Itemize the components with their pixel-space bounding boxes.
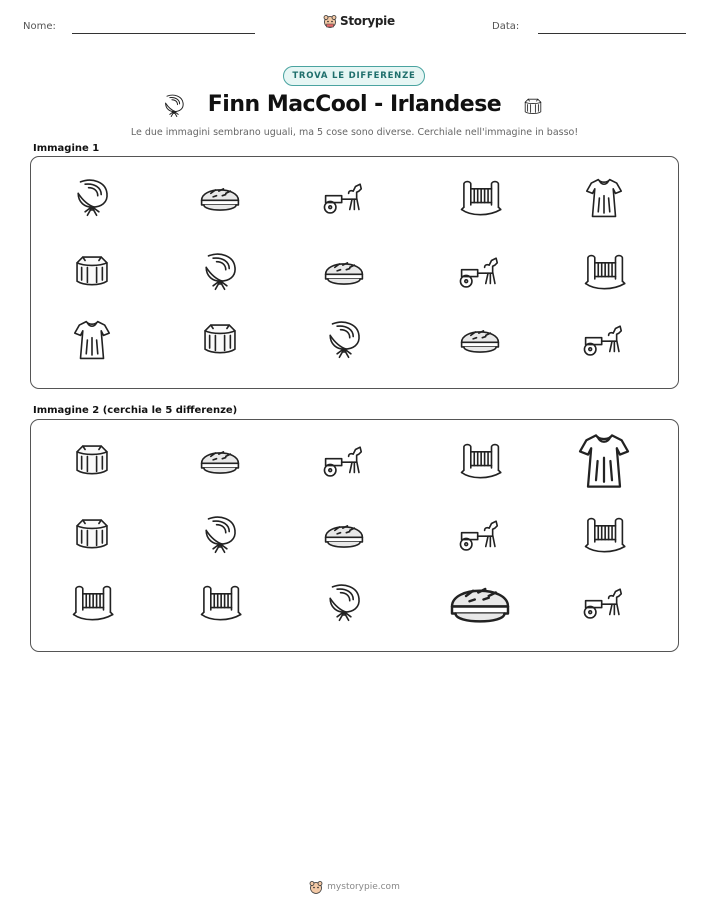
horse-cart-icon <box>581 317 627 363</box>
bread-icon <box>321 512 367 558</box>
horse-cart-icon <box>581 580 627 626</box>
picture-item[interactable] <box>321 317 367 363</box>
bread-icon <box>321 249 367 295</box>
crib-icon <box>197 580 243 626</box>
picture-item[interactable] <box>457 317 503 363</box>
picture-item[interactable] <box>581 175 627 221</box>
dress-icon <box>581 175 627 221</box>
bonnet-icon <box>321 317 367 363</box>
image2-label: Immagine 2 (cerchia le 5 differenze) <box>33 405 238 416</box>
crib-icon <box>457 175 503 221</box>
picture-item[interactable] <box>321 512 367 558</box>
crib-icon <box>69 580 115 626</box>
picture-item[interactable] <box>457 175 503 221</box>
cake-icon <box>69 512 115 558</box>
date-field-line[interactable] <box>538 33 686 34</box>
dress-icon <box>572 429 636 493</box>
crib-icon <box>581 249 627 295</box>
brand-name: Storypie <box>340 14 395 28</box>
picture-item[interactable] <box>197 249 243 295</box>
picture-item[interactable] <box>457 438 503 484</box>
picture-item[interactable] <box>457 249 503 295</box>
name-label: Nome: <box>23 21 56 32</box>
bonnet-icon <box>69 175 115 221</box>
cake-icon <box>69 249 115 295</box>
storypie-mascot-icon <box>309 880 323 894</box>
bread-icon <box>197 438 243 484</box>
bonnet-icon <box>197 512 243 558</box>
cake-icon <box>69 438 115 484</box>
picture-item[interactable] <box>197 512 243 558</box>
bread-icon <box>457 317 503 363</box>
picture-item[interactable] <box>445 568 515 638</box>
crib-icon <box>581 512 627 558</box>
picture-item[interactable] <box>197 175 243 221</box>
brand-logo <box>323 14 395 28</box>
image1-panel <box>30 156 679 389</box>
picture-item[interactable] <box>69 317 115 363</box>
picture-item[interactable] <box>69 249 115 295</box>
picture-item[interactable] <box>197 438 243 484</box>
cake-icon <box>197 317 243 363</box>
name-field-line[interactable] <box>72 33 255 34</box>
picture-item[interactable] <box>581 249 627 295</box>
horse-cart-icon <box>321 175 367 221</box>
picture-item[interactable] <box>197 317 243 363</box>
dress-icon <box>69 317 115 363</box>
cake-icon <box>521 95 545 123</box>
page-title: Finn MacCool - Irlandese <box>207 92 502 117</box>
storypie-mascot-icon <box>323 14 337 28</box>
picture-item[interactable] <box>69 512 115 558</box>
instructions: Le due immagini sembrano uguali, ma 5 cose sono diverse. Cerchiale nell'immagine in basso! <box>130 127 579 138</box>
picture-item[interactable] <box>321 249 367 295</box>
bonnet-icon <box>321 580 367 626</box>
picture-item[interactable] <box>69 175 115 221</box>
picture-item[interactable] <box>69 438 115 484</box>
footer <box>0 880 709 894</box>
worksheet-type-badge: TROVA LE DIFFERENZE <box>283 66 425 86</box>
cake-icon <box>521 95 545 119</box>
picture-item[interactable] <box>321 175 367 221</box>
image1-label: Immagine 1 <box>33 143 100 154</box>
picture-item[interactable] <box>581 580 627 626</box>
picture-item[interactable] <box>321 438 367 484</box>
crib-icon <box>457 438 503 484</box>
bread-icon <box>445 568 515 638</box>
picture-item[interactable] <box>197 580 243 626</box>
picture-item[interactable] <box>572 429 636 493</box>
title-row <box>0 92 709 124</box>
bonnet-icon <box>197 249 243 295</box>
picture-item[interactable] <box>69 580 115 626</box>
picture-item[interactable] <box>581 317 627 363</box>
horse-cart-icon <box>457 249 503 295</box>
horse-cart-icon <box>457 512 503 558</box>
picture-item[interactable] <box>581 512 627 558</box>
footer-url: mystorypie.com <box>327 882 400 892</box>
date-label: Data: <box>492 21 520 32</box>
picture-item[interactable] <box>457 512 503 558</box>
horse-cart-icon <box>321 438 367 484</box>
bread-icon <box>197 175 243 221</box>
image2-panel <box>30 419 679 652</box>
picture-item[interactable] <box>321 580 367 626</box>
